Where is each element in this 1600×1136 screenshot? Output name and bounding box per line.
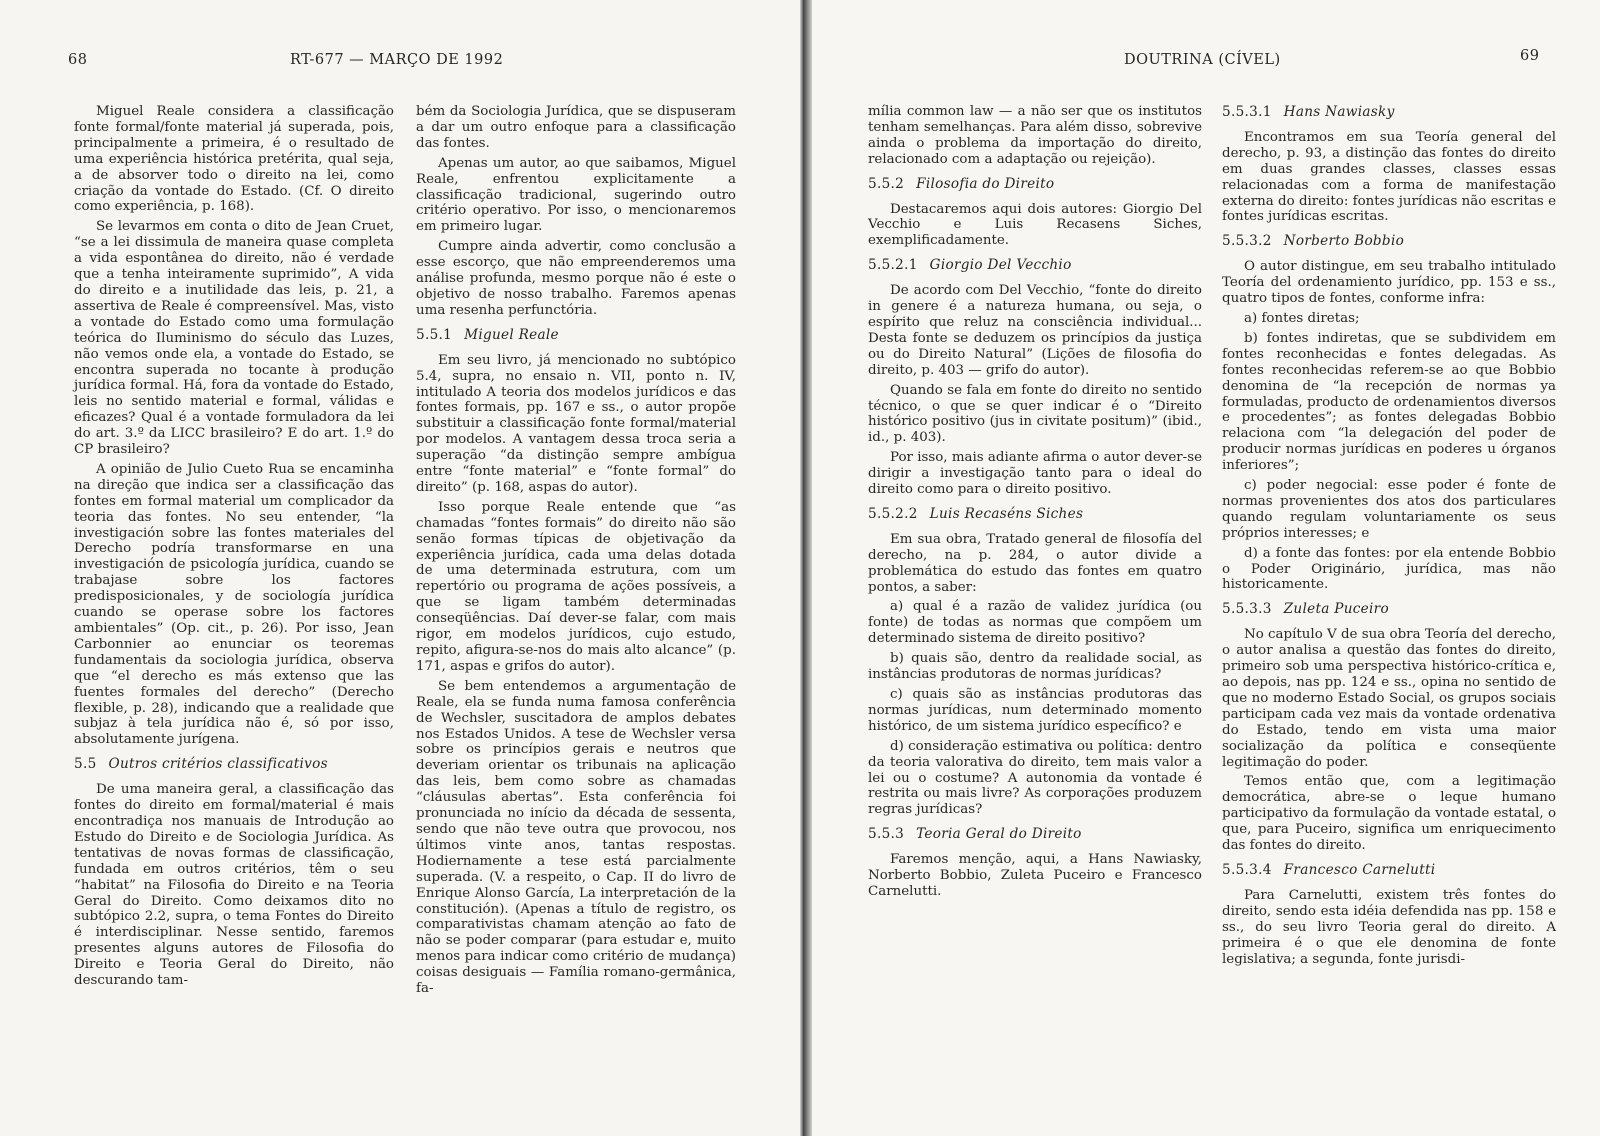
paragraph: c) poder negocial: esse poder é fonte de normas provenientes dos atos dos particulares quando regulam voluntariamente os seus próprios interesses; e xyxy=(1222,478,1556,541)
book-gutter xyxy=(800,0,812,1136)
left-page-number: 68 xyxy=(68,52,88,68)
right-page xyxy=(812,0,1600,1136)
section-title: Luis Recaséns Siches xyxy=(929,505,1084,522)
paragraph: Se levarmos em conta o dito de Jean Cruet, “se a lei dissimula de maneira quase completa a vida espontânea do direito, não é verdade que a tenha inteiramente suprimido”, A vida do direito e a inutilidade das leis, p. 21, a assertiva de Reale é compreensível. Mas, visto a vontade do Estado como uma formulação teórica do Iluminismo do século das Luzes, não vemos onde ela, a vontade do Estado, se encontra superada no tocante à produção jurídica formal. Há, fora da vontade do Estado, leis no sentido material e formal, válidas e eficazes? Qual é a vontade formuladora da lei do art. 3.º da LICC brasileiro? E do art. 1.º do CP brasileiro? xyxy=(74,219,394,458)
section-number: 5.5.2.2 xyxy=(868,505,918,522)
right-running-head: DOUTRINA (CÍVEL) xyxy=(1124,52,1281,68)
paragraph: Cumpre ainda advertir, como conclusão a esse escorço, que não empreenderemos uma análise profunda, mesmo porque não é este o objetivo de nosso trabalho. Faremos apenas uma resenha perfunctória. xyxy=(416,239,736,318)
paragraph: De uma maneira geral, a classificação das fontes do direito em formal/material é mais encontradiça nos manuais de Introdução ao Estudo do Direito e de Sociologia Jurídica. As tentativas de novas formas de classificação, fundada em outros critérios, têm o seu “habitat” na Filosofia do Direito e na Teoria Geral do Direito. Como deixamos dito no subtópico 2.2, supra, o tema Fontes do Direito é interdisciplinar. Nesse sentido, faremos presentes alguns autores de Filosofia do Direito e Teoria Geral do Direito, não descurando tam- xyxy=(74,782,394,989)
section-heading xyxy=(868,177,1202,193)
paragraph: Temos então que, com a legitimação democrática, abre-se o leque humano participativo da formulação da vontade estatal, o que, para Puceiro, significa um enriquecimento das fontes do direito. xyxy=(1222,774,1556,854)
section-number: 5.5.1 xyxy=(416,326,453,343)
paragraph: Faremos menção, aqui, a Hans Nawiasky, Norberto Bobbio, Zuleta Puceiro e Francesco Carnelutti. xyxy=(868,852,1202,899)
paragraph: O autor distingue, em seu trabalho intitulado Teoría del ordenamiento jurídico, pp. 153 e ss., quatro tipos de fontes, conforme infra: xyxy=(1222,259,1556,307)
section-title: Giorgio Del Vecchio xyxy=(929,257,1072,274)
section-number: 5.5.2 xyxy=(868,175,905,192)
section-title: Hans Nawiasky xyxy=(1283,104,1395,120)
right-col-1 xyxy=(868,104,1202,900)
paragraph: No capítulo V de sua obra Teoría del derecho, o autor analisa a questão das fontes do direito, primeiro sob uma perspectiva histórico-crítica e, ao depois, nas pp. 124 e ss., opina no sentido de que no moderno Estado Social, os grupos sociais participam cada vez mais da vontade ordenativa do Estado, tendo em vista uma maior socialização da política e conseqüente legitimação do poder. xyxy=(1222,627,1556,770)
paragraph: Apenas um autor, ao que saibamos, Miguel Reale, enfrentou explicitamente a classificação tradicional, sugerindo outro critério operativo. Por isso, o mencionaremos em primeiro lugar. xyxy=(416,155,736,235)
section-number: 5.5.3.1 xyxy=(1222,104,1272,120)
section-title: Outros critérios classificativos xyxy=(108,756,328,773)
right-col-2 xyxy=(1222,96,1556,967)
section-heading xyxy=(868,827,1202,843)
paragraph: Isso porque Reale entende que “as chamadas “fontes formais” do direito não são senão formas típicas de objetivação da experiência jurídica, cada uma delas dotada de uma determinada estrutura, com um repertório ou programa de ações possíveis, a que se ligam também determinadas conseqüências. Daí dever-se falar, com mais rigor, em modelos jurídicos, cujo estudo, repito, afigura-se-nos do mais alto alcance” (p. 171, aspas e grifos do autor). xyxy=(416,499,736,674)
section-title: Norberto Bobbio xyxy=(1283,233,1405,250)
section-heading xyxy=(1222,105,1556,121)
left-col-1 xyxy=(74,104,394,989)
paragraph: A opinião de Julio Cueto Rua se encaminha na direção que indica ser a classificação das fontes em formal material um complicador da teoria das fontes. No seu entender, “la investigación sobre las fontes materiales del Derecho podría transformarse en una investigación de psicología jurídica, cuando se trabajase sobre los factores predisposicionales, y de sociología jurídica cuando se operase sobre los factores ambientales” (Op. cit., p. 26). Por isso, Jean Carbonnier ao enunciar os teoremas fundamentais da sociologia jurídica, observa que “el derecho es más extenso que las fuentes formales del derecho” (Derecho flexible, p. 28), indicando que a realidade que subjaz à tela jurídica não é, só por isso, absolutamente jurígena. xyxy=(74,461,394,748)
section-number: 5.5.3.4 xyxy=(1222,861,1272,878)
left-col-2 xyxy=(416,104,736,997)
section-title: Miguel Reale xyxy=(464,326,559,343)
right-page-number: 69 xyxy=(1520,48,1540,64)
section-heading xyxy=(868,507,1202,523)
paragraph: d) consideração estimativa ou política: dentro da teoria valorativa do direito, tem mais valor a lei ou o costume? A autonomia da vontade é restrita ou mais livre? As corporações produzem regras jurídicas? xyxy=(868,738,1202,818)
paragraph: mília common law — a não ser que os institutos tenham semelhanças. Para além disso, sobrevive ainda o problema da importação do direito, relacionado com a adaptação ou rejeição). xyxy=(868,104,1202,167)
section-heading xyxy=(868,258,1202,274)
section-number: 5.5.3 xyxy=(868,826,905,843)
section-title: Filosofia do Direito xyxy=(916,175,1055,192)
paragraph: Por isso, mais adiante afirma o autor dever-se dirigir a investigação tanto para o ideal do direito como para o direito positivo. xyxy=(868,450,1202,498)
section-heading xyxy=(416,328,736,344)
paragraph: Miguel Reale considera a classificação fonte formal/fonte material já superada, pois, principalmente a primeira, é o resultado de uma experiência histórica pretérita, qual seja, a de absorver todo o direito na lei, como criação da vontade do Estado. (Cf. O direito como experiência, p. 168). xyxy=(74,104,394,215)
section-heading xyxy=(74,757,394,773)
section-heading xyxy=(1222,863,1556,879)
section-heading xyxy=(1222,234,1556,250)
left-running-head: RT-677 — MARÇO DE 1992 xyxy=(290,52,504,68)
paragraph: Em sua obra, Tratado general de filosofía del derecho, na p. 284, o autor divide a problemática do estudo das fontes em quatro pontos, a saber: xyxy=(868,531,1202,595)
paragraph: b) fontes indiretas, que se subdividem em fontes reconhecidas e fontes delegadas. As fontes reconhecidas referem-se ao que Bobbio denomina de “la recepción de normas ya formuladas, producto de ordenamientos diversos e procedentes”; as fontes delegadas Bobbio relaciona com “la delegación del poder de producir normas jurídicas en poderes u órganos inferiores”; xyxy=(1222,330,1556,474)
paragraph: c) quais são as instâncias produtoras das normas jurídicas, num determinado momento histórico, de um sistema jurídico específico? e xyxy=(868,687,1202,734)
paragraph: a) fontes diretas; xyxy=(1244,310,1360,326)
paragraph: Quando se fala em fonte do direito no sentido técnico, o que se quer indicar é o “Direito histórico positivo (jus in civitate positum)” (ibid., id., p. 403). xyxy=(868,382,1202,446)
paragraph: a) qual é a razão de validez jurídica (ou fonte) de todas as normas que compõem um determinado sistema de direito positivo? xyxy=(868,599,1202,647)
paragraph: Em seu livro, já mencionado no subtópico 5.4, supra, no ensaio n. VII, ponto n. IV, intitulado A teoria dos modelos jurídicos e das fontes formais, pp. 167 e ss., o autor propõe substituir a classificação fonte formal/material por modelos. A vantagem dessa troca seria a superação “da distinção sempre ambígua entre “fonte material” e “fonte formal” do direito” (p. 168, aspas do autor). xyxy=(416,352,736,495)
paragraph: d) a fonte das fontes: por ela entende Bobbio o Poder Originário, jurídica, mas não historicamente. xyxy=(1222,545,1556,593)
section-title: Francesco Carnelutti xyxy=(1283,861,1436,878)
section-number: 5.5.3.3 xyxy=(1222,601,1272,618)
section-number: 5.5 xyxy=(74,756,97,773)
paragraph: b) quais são, dentro da realidade social, as instâncias produtoras de normas jurídicas? xyxy=(868,651,1202,683)
paragraph: Se bem entendemos a argumentação de Reale, ela se funda numa famosa conferência de Wechsler, suscitadora de amplos debates nos Estados Unidos. A tese de Wechsler versa sobre os princípios gerais e neutros que deveriam orientar os tribunais na aplicação das leis, bem como sobre as chamadas “cláusulas abertas”. Esta conferência foi pronunciada no início da década de sessenta, sendo que não teve outra que provocou, nos últimos vinte anos, tantas respostas. Hodiernamente a tese está parcialmente superada. (V. a respeito, o Cap. II do livro de Enrique Alonso García, La interpretación de la constitución). (Apenas a título de registro, os comparativistas chamam atenção ao fato de não se poder comparar (para estudar e, muito menos para indicar como critério de mudança) coisas desiguais — Família romano-germânica, fa- xyxy=(416,678,736,997)
paragraph: Destacaremos aqui dois autores: Giorgio Del Vecchio e Luis Recasens Siches, exemplificadamente. xyxy=(868,201,1202,249)
section-number: 5.5.2.1 xyxy=(868,257,918,274)
section-number: 5.5.3.2 xyxy=(1222,233,1272,250)
paragraph: Para Carnelutti, existem três fontes do direito, sendo esta idéia defendida nas pp. 158 e ss., do seu livro Teoria geral do direito. A primeira é o que ele denomina de fonte legislativa; a segunda, fonte jurisdi- xyxy=(1222,887,1556,967)
section-title: Teoria Geral do Direito xyxy=(916,826,1082,843)
section-heading xyxy=(1222,602,1556,618)
paragraph: bém da Sociologia Jurídica, que se dispuseram a dar um outro enfoque para a classificação das fontes. xyxy=(416,104,736,151)
paragraph: Encontramos em sua Teoría general del derecho, p. 93, a distinção das fontes do direito em duas grandes classes, classes essas relacionadas com a forma de manifestação externa do direito: fontes jurídicas não escritas e fontes jurídicas escritas. xyxy=(1222,129,1556,225)
section-title: Zuleta Puceiro xyxy=(1283,601,1389,618)
paragraph: De acordo com Del Vecchio, “fonte do direito in genere é a natureza humana, ou seja, o espírito que reluz na consciência individual... Desta fonte se deduzem os princípios da justiça ou do Direito Natural” (Lições de filosofia do direito, p. 403 — grifo do autor). xyxy=(868,283,1202,378)
